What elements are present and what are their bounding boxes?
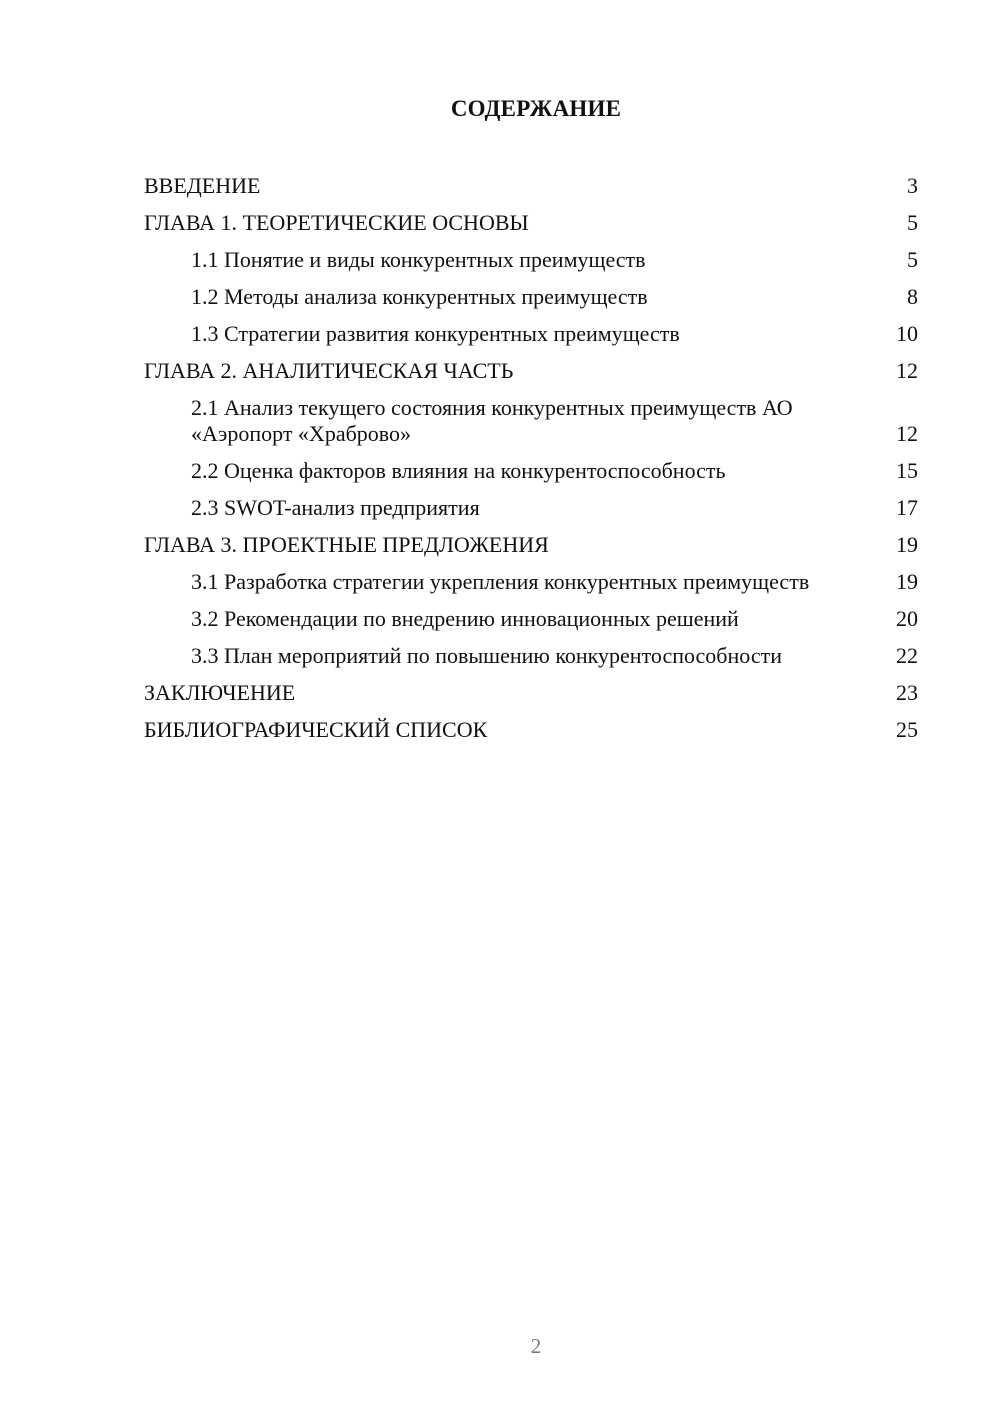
toc-entry-page: 17	[896, 495, 918, 520]
toc-entry-label: 2.3 SWOT-анализ предприятия	[191, 495, 480, 520]
toc-entry-label: ВВЕДЕНИЕ	[144, 173, 261, 198]
toc-entry-label: ГЛАВА 3. ПРОЕКТНЫЕ ПРЕДЛОЖЕНИЯ	[144, 532, 549, 557]
toc-subentry[interactable]	[144, 603, 918, 640]
toc-subentry[interactable]	[144, 318, 918, 355]
toc-entry[interactable]	[144, 355, 918, 392]
toc-entry[interactable]	[144, 207, 918, 244]
toc-subentry[interactable]	[144, 566, 918, 603]
toc-entry-label: ГЛАВА 1. ТЕОРЕТИЧЕСКИЕ ОСНОВЫ	[144, 210, 529, 235]
toc-entry-page: 5	[907, 247, 918, 272]
toc-entry-page: 5	[907, 210, 918, 235]
toc-entry-page: 19	[896, 532, 918, 557]
table-of-contents	[144, 170, 918, 751]
toc-entry-label: 3.2 Рекомендации по внедрению инновационных решений	[191, 606, 739, 631]
toc-entry[interactable]	[144, 677, 918, 714]
toc-entry-page: 10	[896, 321, 918, 346]
toc-entry-label: 3.3 План мероприятий по повышению конкурентоспособности	[191, 643, 782, 668]
toc-entry-page: 20	[896, 606, 918, 631]
toc-entry-label: 1.1 Понятие и виды конкурентных преимуществ	[191, 247, 646, 272]
toc-entry-page: 8	[907, 284, 918, 309]
page-number: 2	[530, 1334, 542, 1358]
toc-entry-page: 12	[896, 421, 918, 446]
toc-entry-label: ЗАКЛЮЧЕНИЕ	[144, 680, 296, 705]
toc-entry-page: 12	[896, 358, 918, 383]
toc-entry-label: 1.3 Стратегии развития конкурентных преимуществ	[191, 321, 680, 346]
toc-subentry[interactable]	[144, 455, 918, 492]
toc-entry-page: 22	[896, 643, 918, 668]
toc-entry-label: 1.2 Методы анализа конкурентных преимуществ	[191, 284, 648, 309]
toc-entry-label: 2.1 Анализ текущего состояния конкурентных преимуществ АО «Аэропорт «Храброво»	[191, 395, 793, 446]
toc-entry-page: 3	[907, 173, 918, 198]
toc-subentry[interactable]	[144, 281, 918, 318]
toc-entry[interactable]	[144, 714, 918, 751]
toc-entry-label: 3.1 Разработка стратегии укрепления конкурентных преимуществ	[191, 569, 810, 594]
toc-subentry[interactable]	[144, 492, 918, 529]
page-title: СОДЕРЖАНИЕ	[450, 96, 622, 121]
toc-entry-label: ГЛАВА 2. АНАЛИТИЧЕСКАЯ ЧАСТЬ	[144, 358, 514, 383]
toc-subentry[interactable]	[144, 392, 918, 455]
toc-entry[interactable]	[144, 170, 918, 207]
toc-entry-label: 2.2 Оценка факторов влияния на конкурентоспособность	[191, 458, 726, 483]
toc-entry-page: 19	[896, 569, 918, 594]
toc-entry-page: 23	[896, 680, 918, 705]
toc-subentry[interactable]	[144, 244, 918, 281]
toc-entry[interactable]	[144, 529, 918, 566]
toc-subentry[interactable]	[144, 640, 918, 677]
toc-entry-page: 25	[896, 717, 918, 742]
toc-entry-label: БИБЛИОГРАФИЧЕСКИЙ СПИСОК	[144, 717, 488, 742]
toc-entry-page: 15	[896, 458, 918, 483]
